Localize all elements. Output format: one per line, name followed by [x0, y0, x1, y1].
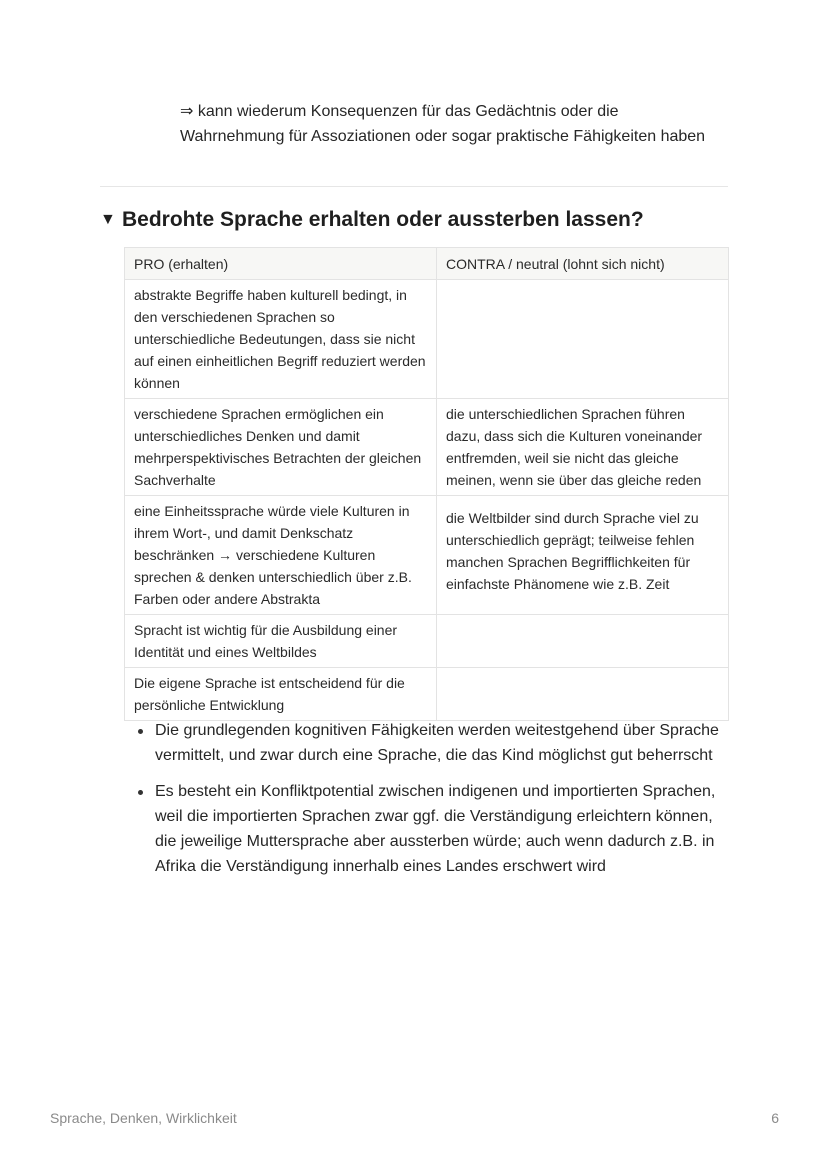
table-cell-contra: die Weltbilder sind durch Sprache viel zu unterschiedlich geprägt; teilweise fehlen manchen Sprachen Begrifflichkeiten für einfachste Phänomene wie z.B. Zeit: [437, 496, 729, 615]
table-cell-contra: [437, 615, 729, 668]
list-item: [130, 779, 728, 879]
toggle-heading[interactable]: [100, 205, 740, 235]
footer-document-title: Sprache, Denken, Wirklichkeit: [50, 1110, 237, 1126]
table-cell-contra: [437, 280, 729, 399]
toggle-triangle-icon[interactable]: ▼: [100, 211, 116, 228]
bullet-dot-icon: [138, 790, 143, 795]
list-item: [130, 718, 728, 768]
bullet-list: [130, 718, 728, 890]
list-item-text: Die grundlegenden kognitiven Fähigkeiten werden weitestgehend über Sprache vermittelt, und zwar durch eine Sprache, die das Kind möglichst gut beherrscht: [155, 722, 719, 764]
list-item-text: Es besteht ein Konfliktpotential zwischen indigenen und importierten Sprachen, weil die importierten Sprachen zwar ggf. die Verständigung erleichtern können, die jeweilige Muttersprache aber aussterben würde; auch wenn dadurch z.B. in Afrika die Verständigung innerhalb eines Landes erschwert wird: [155, 783, 716, 875]
column-header-pro: PRO (erhalten): [125, 248, 437, 280]
table-row: [125, 668, 729, 721]
table-row: [125, 615, 729, 668]
table-row: [125, 496, 729, 615]
table-cell-contra: [437, 668, 729, 721]
table-cell-pro: abstrakte Begriffe haben kulturell bedingt, in den verschiedenen Sprachen so unterschiedliche Bedeutungen, dass sie nicht auf einen einheitlichen Begriff reduziert werden können: [125, 280, 437, 399]
section-divider: [100, 186, 728, 187]
table-cell-pro: Spracht ist wichtig für die Ausbildung einer Identität und eines Weltbildes: [125, 615, 437, 668]
table-cell-pro: verschiedene Sprachen ermöglichen ein unterschiedliches Denken und damit mehrperspektivisches Betrachten der gleichen Sachverhalte: [125, 399, 437, 496]
pro-contra-table: [124, 247, 729, 721]
table-cell-contra: die unterschiedlichen Sprachen führen dazu, dass sich die Kulturen voneinander entfremden, weil sie nicht das gleiche meinen, wenn sie über das gleiche reden: [437, 399, 729, 496]
section-heading-text: Bedrohte Sprache erhalten oder aussterben lassen?: [122, 208, 644, 231]
table-cell-pro: Die eigene Sprache ist entscheidend für die persönliche Entwicklung: [125, 668, 437, 721]
footer-page-number: 6: [771, 1110, 779, 1126]
table-row: [125, 399, 729, 496]
intro-paragraph: ⇒ kann wiederum Konsequenzen für das Gedächtnis oder die Wahrnehmung für Assoziationen oder sogar praktische Fähigkeiten haben: [180, 103, 706, 145]
table-header-row: [125, 248, 729, 280]
table-row: [125, 280, 729, 399]
column-header-contra: CONTRA / neutral (lohnt sich nicht): [437, 248, 729, 280]
bullet-dot-icon: [138, 729, 143, 734]
table-cell-pro: eine Einheitssprache würde viele Kulturen in ihrem Wort-, und damit Denkschatz beschränken → verschiedene Kulturen sprechen & denken unterschiedlich über z.B. Farben oder andere Abstrakta: [125, 496, 437, 615]
